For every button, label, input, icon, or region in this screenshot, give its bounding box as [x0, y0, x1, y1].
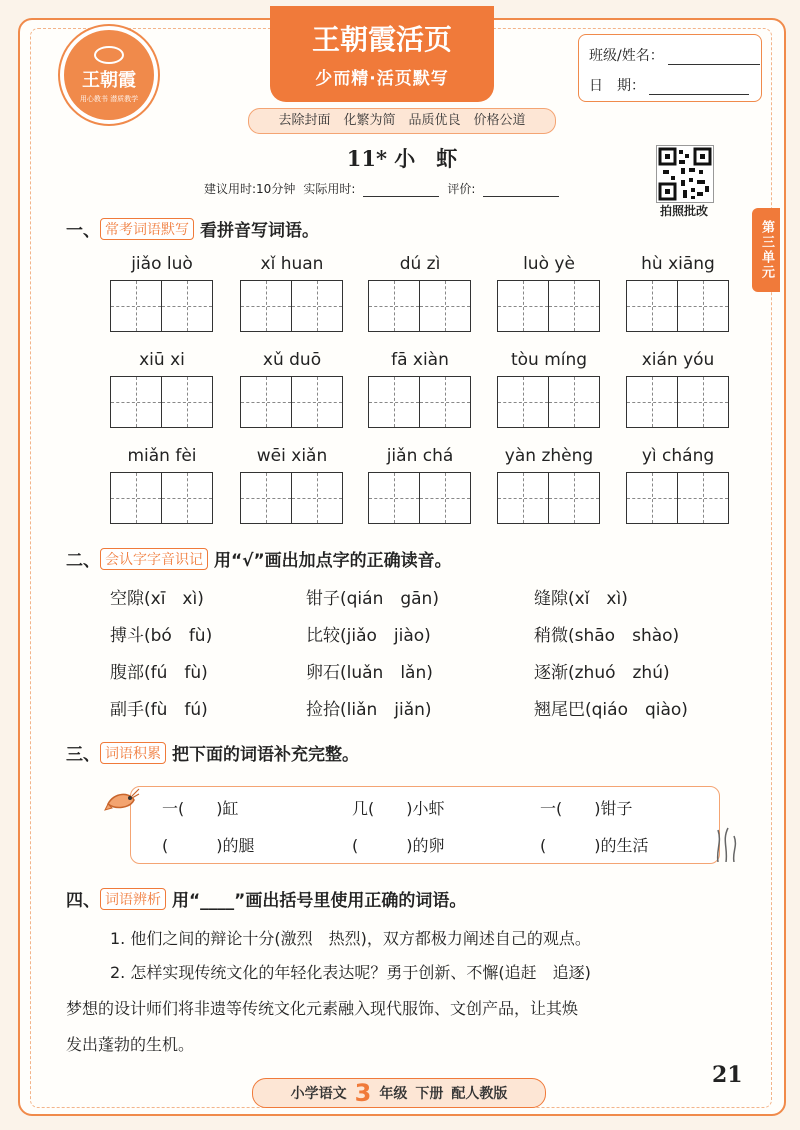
reading-item[interactable]: 空隙(xī xì)	[110, 589, 204, 609]
writing-boxes	[240, 280, 344, 332]
writing-cell[interactable]	[368, 280, 420, 332]
writing-boxes	[368, 280, 472, 332]
section-3-instruction: 把下面的词语补充完整。	[172, 745, 359, 765]
writing-boxes	[110, 376, 214, 428]
class-name-row	[589, 45, 760, 65]
actual-time-label: 实际用时:	[303, 182, 356, 196]
header-banner	[270, 6, 494, 102]
lesson-meta	[204, 180, 559, 197]
writing-boxes	[626, 472, 730, 524]
question-2-text-line3: 发出蓬勃的生机。	[66, 1035, 195, 1054]
qr-label: 拍照批改	[659, 204, 708, 218]
section-2-instruction: 用“√”画出加点字的正确读音。	[214, 551, 452, 571]
writing-cell[interactable]	[549, 376, 600, 428]
slogan-bar: 去除封面 化繁为简 品质优良 价格公道	[248, 108, 556, 134]
word-writing-group	[110, 252, 214, 332]
section-1-instruction: 看拼音写词语。	[200, 221, 319, 241]
question-2-text-line1: 2. 怎样实现传统文化的年轻化表达呢？勇于创新、不懈(追赶 追逐)	[110, 963, 591, 982]
writing-boxes	[626, 280, 730, 332]
writing-boxes	[368, 376, 472, 428]
footer-subject: 小学语文	[290, 1086, 347, 1102]
writing-cell[interactable]	[110, 472, 162, 524]
pinyin-label: yì cháng	[641, 446, 715, 466]
page-number: 21	[712, 1062, 743, 1088]
section-4-number: 四、	[66, 891, 100, 911]
writing-cell[interactable]	[678, 280, 729, 332]
writing-boxes	[240, 376, 344, 428]
footer-grade: 3	[354, 1079, 372, 1107]
reading-item[interactable]: 腹部(fú fù)	[110, 663, 208, 683]
fill-in-item[interactable]: 一( )钳子	[540, 799, 633, 818]
section-4-tag: 词语辨析	[100, 888, 166, 910]
pinyin-label: xián yóu	[641, 350, 715, 370]
logo-name: 王朝霞	[82, 70, 136, 91]
reading-item[interactable]: 钳子(qián gān)	[306, 589, 439, 609]
unit-tab: 第三单元	[752, 208, 780, 292]
writing-cell[interactable]	[420, 376, 471, 428]
writing-cell[interactable]	[678, 472, 729, 524]
reading-item[interactable]: 逐渐(zhuó zhú)	[534, 663, 670, 683]
pinyin-label: xiū xi	[139, 350, 185, 370]
footer-grade-unit: 年级	[379, 1086, 408, 1102]
writing-cell[interactable]	[240, 376, 292, 428]
fill-in-item[interactable]: ( )的生活	[540, 836, 649, 855]
writing-cell[interactable]	[368, 472, 420, 524]
writing-cell[interactable]	[626, 280, 678, 332]
pinyin-label: xǔ duō	[262, 350, 322, 370]
pinyin-label: yàn zhèng	[504, 446, 594, 466]
section-4-instruction: 用“____”画出括号里使用正确的词语。	[172, 891, 467, 911]
class-name-field[interactable]	[668, 50, 760, 65]
writing-cell[interactable]	[549, 472, 600, 524]
pinyin-label: jiǎo luò	[131, 254, 193, 274]
writing-cell[interactable]	[162, 376, 213, 428]
writing-cell[interactable]	[292, 280, 343, 332]
reading-item[interactable]: 翘尾巴(qiáo qiào)	[534, 700, 688, 720]
writing-cell[interactable]	[292, 376, 343, 428]
reading-item[interactable]: 缝隙(xǐ xì)	[534, 589, 628, 609]
writing-cell[interactable]	[678, 376, 729, 428]
pinyin-label: tòu míng	[510, 350, 588, 370]
writing-boxes	[626, 376, 730, 428]
question-2-text-line2: 梦想的设计师们将非遗等传统文化元素融入现代服饰、文创产品，让其焕	[66, 999, 579, 1018]
word-writing-group	[368, 348, 472, 428]
word-writing-group	[368, 252, 472, 332]
banner-title: 王朝霞活页	[311, 23, 452, 56]
pinyin-label: hù xiāng	[641, 254, 715, 274]
writing-cell[interactable]	[420, 280, 471, 332]
word-writing-group	[110, 348, 214, 428]
reading-item[interactable]: 捡拾(liǎn jiǎn)	[306, 700, 432, 720]
fill-in-item[interactable]: 一( )缸	[162, 799, 239, 818]
class-name-label: 班级/姓名：	[589, 48, 664, 64]
section-4-heading	[66, 886, 466, 911]
writing-cell[interactable]	[497, 376, 549, 428]
section-1-number: 一、	[66, 221, 100, 241]
date-label: 日 期：	[589, 78, 645, 94]
question-1-text: 1. 他们之间的辩论十分(激烈 热烈)，双方都极力阐述自己的观点。	[110, 929, 591, 948]
pinyin-label: miǎn fèi	[127, 446, 197, 466]
logo-subtitle: 用心教书 潜质教学	[79, 95, 139, 103]
pinyin-label: luò yè	[523, 254, 575, 274]
section-1-heading	[66, 216, 319, 241]
word-writing-group	[497, 444, 601, 524]
pinyin-label: xǐ huan	[260, 254, 324, 274]
writing-cell[interactable]	[110, 280, 162, 332]
writing-cell[interactable]	[110, 376, 162, 428]
actual-time-field[interactable]	[363, 184, 439, 197]
section-1-tag: 常考词语默写	[100, 218, 194, 240]
writing-cell[interactable]	[497, 472, 549, 524]
word-writing-group	[626, 252, 730, 332]
reading-item[interactable]: 搏斗(bó fù)	[110, 626, 213, 646]
fill-in-item[interactable]: 几( )小虾	[352, 799, 445, 818]
footer-edition: 配人教版	[451, 1086, 508, 1102]
footer-volume: 下册	[415, 1086, 444, 1102]
writing-cell[interactable]	[626, 472, 678, 524]
reading-item[interactable]: 比较(jiǎo jiào)	[306, 626, 431, 646]
section-3-tag: 词语积累	[100, 742, 166, 764]
writing-cell[interactable]	[162, 472, 213, 524]
evaluation-field[interactable]	[483, 184, 559, 197]
section-3-heading	[66, 740, 359, 765]
writing-boxes	[240, 472, 344, 524]
date-row	[589, 75, 749, 95]
evaluation-label: 评价:	[447, 182, 476, 196]
writing-cell[interactable]	[497, 280, 549, 332]
writing-boxes	[497, 280, 601, 332]
footer-bar	[252, 1078, 546, 1108]
word-writing-group	[368, 444, 472, 524]
writing-cell[interactable]	[292, 472, 343, 524]
reading-item[interactable]: 卵石(luǎn lǎn)	[306, 663, 433, 683]
shrimp-icon	[104, 786, 140, 816]
word-writing-group	[240, 252, 344, 332]
writing-boxes	[497, 472, 601, 524]
date-field[interactable]	[649, 80, 749, 95]
writing-cell[interactable]	[549, 280, 600, 332]
writing-boxes	[497, 376, 601, 428]
word-writing-group	[240, 348, 344, 428]
pinyin-label: dú zì	[399, 254, 441, 274]
fill-in-item[interactable]: ( )的卵	[352, 836, 445, 855]
eye-icon	[94, 46, 124, 64]
writing-boxes	[368, 472, 472, 524]
word-writing-group	[110, 444, 214, 524]
pinyin-label: wēi xiǎn	[256, 446, 328, 466]
section-2-heading	[66, 546, 452, 571]
writing-cell[interactable]	[162, 280, 213, 332]
qr-code-icon[interactable]	[656, 145, 714, 203]
writing-boxes	[110, 280, 214, 332]
section-2-tag: 会认字字音识记	[100, 548, 208, 570]
section-2-number: 二、	[66, 551, 100, 571]
section-3-number: 三、	[66, 745, 100, 765]
pinyin-label: fā xiàn	[391, 350, 449, 370]
pinyin-label: jiǎn chá	[386, 446, 454, 466]
writing-boxes	[110, 472, 214, 524]
word-writing-group	[497, 252, 601, 332]
reading-item[interactable]: 稍微(shāo shào)	[534, 626, 680, 646]
banner-subtitle: 少而精·活页默写	[315, 69, 449, 89]
word-writing-group	[626, 444, 730, 524]
writing-cell[interactable]	[240, 280, 292, 332]
writing-cell[interactable]	[368, 376, 420, 428]
word-writing-group	[240, 444, 344, 524]
writing-cell[interactable]	[420, 472, 471, 524]
writing-cell[interactable]	[626, 376, 678, 428]
word-writing-group	[497, 348, 601, 428]
word-writing-group	[626, 348, 730, 428]
seaweed-icon	[712, 826, 740, 862]
brand-logo	[60, 26, 158, 124]
student-info-box	[578, 34, 762, 102]
suggested-time: 建议用时:10分钟	[204, 182, 296, 196]
lesson-title: 11* 小 虾	[346, 146, 458, 171]
fill-in-item[interactable]: ( )的腿	[162, 836, 255, 855]
reading-item[interactable]: 副手(fù fú)	[110, 700, 208, 720]
writing-cell[interactable]	[240, 472, 292, 524]
